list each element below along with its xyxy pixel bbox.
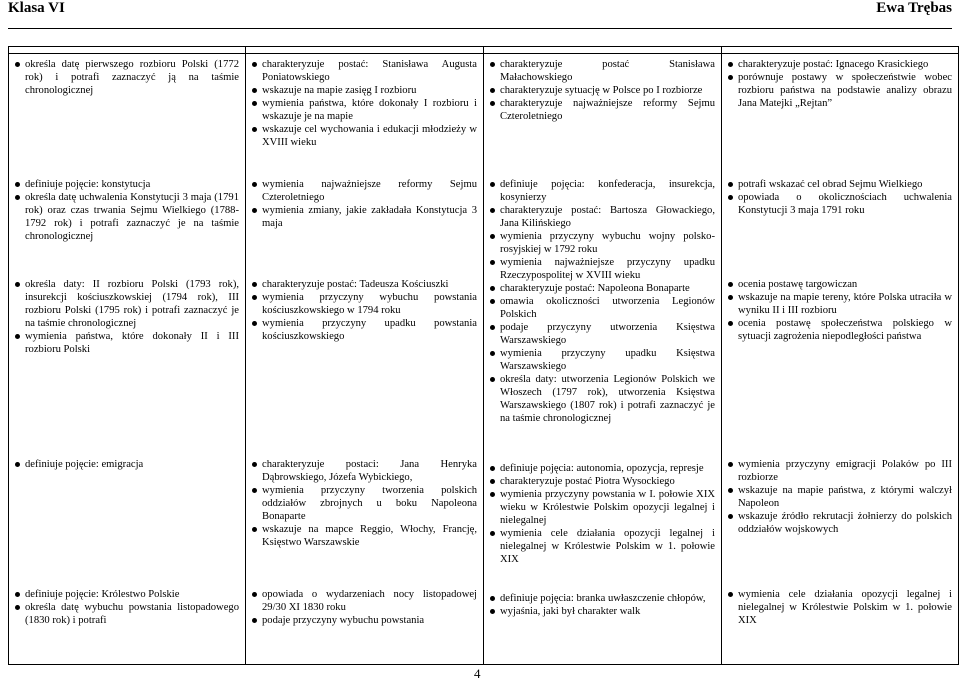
requirement-group: [728, 58, 952, 178]
requirement-item: wskazuje na mapie tereny, które Polska utraciła w wyniku II i III rozbioru: [728, 291, 952, 317]
requirement-group: [15, 58, 239, 178]
requirement-group: [490, 592, 715, 662]
requirement-group: [15, 178, 239, 278]
requirement-item: określa datę pierwszego rozbioru Polski (1772 rok) i potrafi zaznaczyć ją na taśmie chronologicznej: [15, 58, 239, 97]
column-3-cell: [484, 54, 722, 665]
requirement-item: wymienia najważniejsze reformy Sejmu Czteroletniego: [252, 178, 477, 204]
requirement-group: [728, 278, 952, 458]
requirement-item: charakteryzuje postać: Stanisława Augusta Poniatowskiego: [252, 58, 477, 84]
requirement-item: opowiada o okolicznościach uchwalenia Konstytucji 3 maja 1791 roku: [728, 191, 952, 217]
requirement-item: wymienia cele działania opozycji legalnej i nielegalnej w Królestwie Polskim w 1. połowie XIX: [728, 588, 952, 627]
requirement-item: definiuje pojęcia: branka uwłaszczenie chłopów,: [490, 592, 715, 605]
requirement-item: wskazuje na mapie zasięg I rozbioru: [252, 84, 477, 97]
table-spacer-row: [9, 47, 959, 54]
column-4-cell: [722, 54, 959, 665]
requirement-item: opowiada o wydarzeniach nocy listopadowej 29/30 XI 1830 roku: [252, 588, 477, 614]
requirement-item: wymienia przyczyny powstania w I. połowie XIX wieku w Królestwie Polskim opozycji legalnej i nielegalnej: [490, 488, 715, 527]
requirement-item: wymienia przyczyny emigracji Polaków po III rozbiorze: [728, 458, 952, 484]
requirement-group: [728, 588, 952, 658]
requirement-group: [252, 458, 477, 588]
requirement-item: wskazuje cel wychowania i edukacji młodzieży w XVIII wieku: [252, 123, 477, 149]
author-name: Ewa Trębas: [876, 0, 952, 16]
requirement-item: charakteryzuje najważniejsze reformy Sejmu Czteroletniego: [490, 97, 715, 123]
requirement-group: [490, 178, 715, 282]
column-2-cell: [246, 54, 484, 665]
requirement-group: [728, 458, 952, 588]
requirement-item: wymienia przyczyny wybuchu wojny polsko-rosyjskiej w 1792 roku: [490, 230, 715, 256]
requirement-item: charakteryzuje postać: Napoleona Bonaparte: [490, 282, 715, 295]
requirement-item: wskazuje na mapie państwa, z którymi walczył Napoleon: [728, 484, 952, 510]
requirement-group: [728, 178, 952, 278]
table-row: [9, 54, 959, 665]
requirement-item: charakteryzuje postać Piotra Wysockiego: [490, 475, 715, 488]
requirement-item: wymienia państwa, które dokonały I rozbioru i wskazuje je na mapie: [252, 97, 477, 123]
requirement-group: [252, 178, 477, 278]
requirement-item: definiuje pojęcia: konfederacja, insurekcja, kosynierzy: [490, 178, 715, 204]
requirement-item: ocenia postawę targowiczan: [728, 278, 952, 291]
requirement-group: [252, 588, 477, 658]
requirement-group: [490, 282, 715, 462]
requirement-item: charakteryzuje postać: Ignacego Krasickiego: [728, 58, 952, 71]
requirement-item: określa datę wybuchu powstania listopadowego (1830 rok) i potrafi: [15, 601, 239, 627]
requirement-item: wymienia zmiany, jakie zakładała Konstytucja 3 maja: [252, 204, 477, 230]
requirement-item: charakteryzuje sytuację w Polsce po I rozbiorze: [490, 84, 715, 97]
requirements-table: [8, 46, 959, 665]
requirement-item: określa daty: utworzenia Legionów Polskich we Włoszech (1797 rok), utworzenia Księstwa Warszawskiego (1807 rok) i potrafi zaznaczyć je na taśmie chronologicznej: [490, 373, 715, 425]
requirement-item: definiuje pojęcie: emigracja: [15, 458, 239, 471]
requirement-item: omawia okoliczności utworzenia Legionów Polskich: [490, 295, 715, 321]
requirement-item: wymienia państwa, które dokonały II i III rozbioru Polski: [15, 330, 239, 356]
requirement-item: wymienia przyczyny upadku Księstwa Warszawskiego: [490, 347, 715, 373]
requirement-group: [15, 458, 239, 588]
requirement-group: [15, 588, 239, 658]
requirement-item: określa datę uchwalenia Konstytucji 3 maja (1791 rok) oraz czas trwania Sejmu Wielkiego (1788-1792 rok) i potrafi zaznaczyć je na taśmie chronologicznej: [15, 191, 239, 243]
requirement-item: wymienia przyczyny upadku powstania kościuszkowskiego: [252, 317, 477, 343]
requirement-item: wskazuje źródło rekrutacji żołnierzy do polskich oddziałów wojskowych: [728, 510, 952, 536]
requirement-item: wskazuje na mapce Reggio, Włochy, Francję, Księstwo Warszawskie: [252, 523, 477, 549]
requirement-item: charakteryzuje postaci: Jana Henryka Dąbrowskiego, Józefa Wybickiego,: [252, 458, 477, 484]
requirement-item: podaje przyczyny wybuchu powstania: [252, 614, 477, 627]
requirement-item: ocenia postawę społeczeństwa polskiego w sytuacji zagrożenia niepodległości państwa: [728, 317, 952, 343]
requirement-item: wymienia przyczyny tworzenia polskich oddziałów zbrojnych u boku Napoleona Bonaparte: [252, 484, 477, 523]
requirement-item: definiuje pojęcie: konstytucja: [15, 178, 239, 191]
requirement-item: określa daty: II rozbioru Polski (1793 rok), insurekcji kościuszkowskiej (1794 rok), III rozbioru Polski (1795 rok) i potrafi zaznaczyć je na taśmie chronologicznej: [15, 278, 239, 330]
requirement-group: [490, 58, 715, 178]
requirement-item: wyjaśnia, jaki był charakter walk: [490, 605, 715, 618]
column-1-cell: [9, 54, 246, 665]
requirement-group: [490, 462, 715, 592]
requirement-item: charakteryzuje postać: Tadeusza Kościuszki: [252, 278, 477, 291]
requirement-item: podaje przyczyny utworzenia Księstwa Warszawskiego: [490, 321, 715, 347]
requirement-group: [252, 278, 477, 458]
class-label: Klasa VI: [8, 0, 65, 16]
page-number: 4: [474, 666, 481, 681]
requirement-item: porównuje postawy w społeczeństwie wobec rozbioru państwa na podstawie analizy obrazu Jana Matejki „Rejtan”: [728, 71, 952, 110]
requirement-item: charakteryzuje postać Stanisława Małachowskiego: [490, 58, 715, 84]
requirement-item: definiuje pojęcie: Królestwo Polskie: [15, 588, 239, 601]
requirement-item: potrafi wskazać cel obrad Sejmu Wielkiego: [728, 178, 952, 191]
requirement-group: [252, 58, 477, 178]
page-header: [8, 0, 952, 29]
requirement-item: wymienia najważniejsze przyczyny upadku Rzeczypospolitej w XVIII wieku: [490, 256, 715, 282]
requirement-group: [15, 278, 239, 458]
requirement-item: wymienia cele działania opozycji legalnej i nielegalnej w Królestwie Polskim w 1. połowie XIX: [490, 527, 715, 566]
requirement-item: wymienia przyczyny wybuchu powstania kościuszkowskiego w 1794 roku: [252, 291, 477, 317]
requirement-item: charakteryzuje postać: Bartosza Głowackiego, Jana Kilińskiego: [490, 204, 715, 230]
requirement-item: definiuje pojęcia: autonomia, opozycja, represje: [490, 462, 715, 475]
